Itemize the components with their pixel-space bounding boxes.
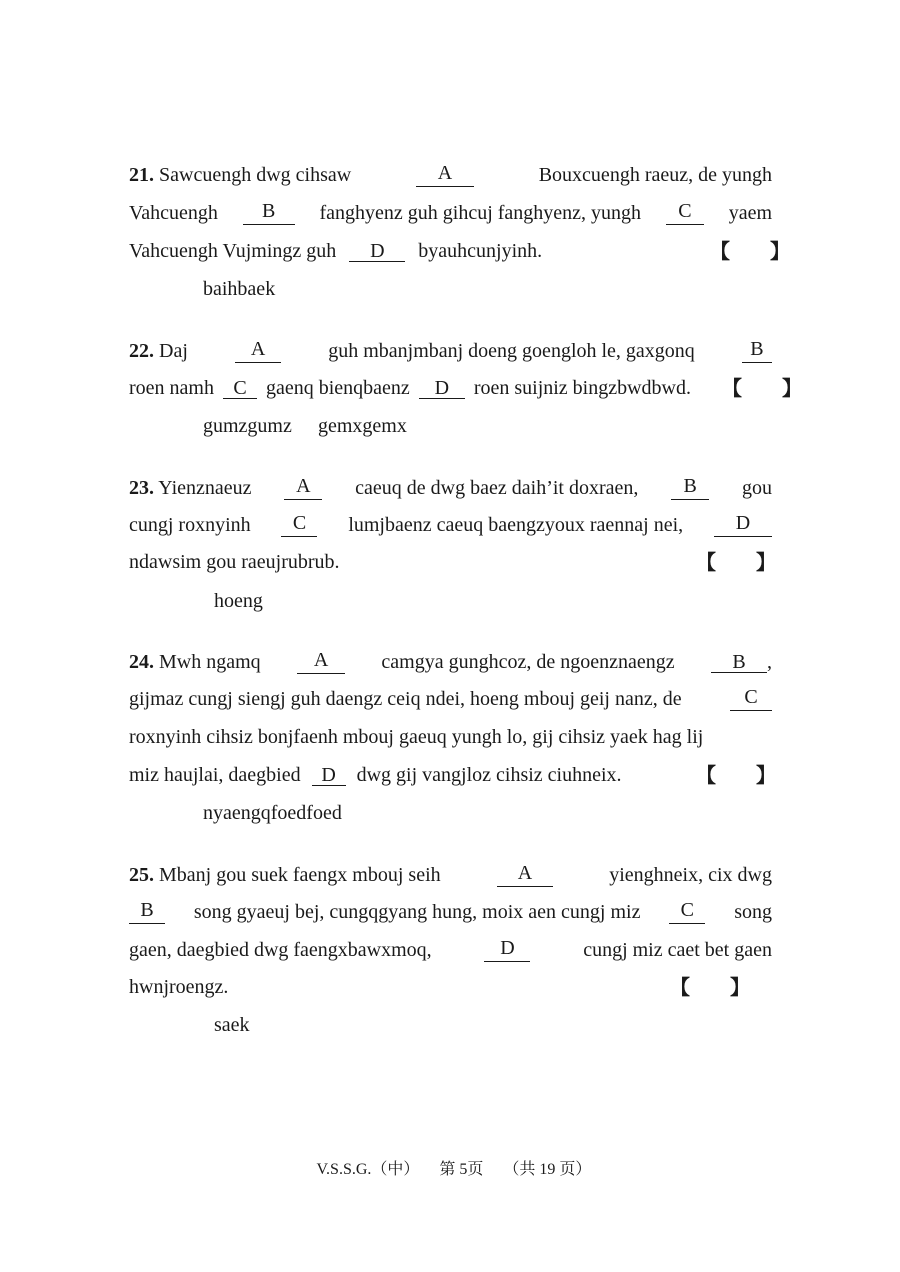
footer-total: （共 19 页）	[503, 1161, 592, 1178]
q22-line-1	[129, 339, 772, 363]
q25-blank-d[interactable]: D	[484, 938, 530, 962]
q25-text-5: gaen, daegbied dwg faengxbawxmoq,	[129, 939, 432, 961]
q23-line-3	[129, 550, 772, 574]
q24-text-1: Mwh ngamq	[159, 651, 261, 673]
q22-line-2	[129, 376, 772, 400]
q25-answer-bracket[interactable]: 【 】	[670, 975, 750, 999]
q22-blank-b[interactable]: B	[742, 339, 772, 363]
q21-text-6: Vahcuengh Vujmingz guh	[129, 240, 337, 262]
q25-line-2	[129, 900, 772, 924]
q25-text-4: song	[734, 901, 772, 923]
q22-text-2: guh mbanjmbanj doeng goengloh le, gaxgonq	[328, 340, 695, 362]
q25-blank-c[interactable]: C	[669, 900, 705, 924]
q21-text-4: fanghyenz guh gihcuj fanghyenz, yungh	[319, 202, 642, 224]
q24-word: nyaengqfoedfoed	[203, 802, 342, 824]
q23-blank-a[interactable]: A	[284, 476, 322, 500]
q21-text-7: byauhcunjyinh.	[418, 240, 543, 262]
q22-text-1: Daj	[159, 340, 188, 362]
q22-blank-c[interactable]: C	[223, 378, 257, 399]
q24-blank-b[interactable]: B	[711, 652, 767, 673]
q24-text-6: miz haujlai, daegbied	[129, 764, 301, 786]
q24-line-3	[129, 725, 772, 749]
q24-text-4: gijmaz cungj siengj guh daengz ceiq ndei, hoeng mbouj geij nanz, de	[129, 688, 682, 710]
q23-line-2	[129, 513, 772, 537]
q23-blank-d[interactable]: D	[714, 513, 772, 537]
q23-text-3: gou	[742, 477, 772, 499]
q21-text-1: Sawcuengh dwg cihsaw	[159, 164, 352, 186]
q22-answer-bracket[interactable]: 【 】	[722, 376, 802, 400]
q21-number: 21.	[129, 164, 154, 186]
q22-text-4: gaenq bienqbaenz	[265, 377, 410, 399]
q23-number: 23.	[129, 477, 154, 499]
q21-text-2: Bouxcuengh raeuz, de yungh	[538, 164, 772, 186]
q21-blank-a[interactable]: A	[416, 163, 474, 187]
q23-text-6: ndawsim gou raeujrubrub.	[129, 551, 340, 573]
q22-number: 22.	[129, 340, 154, 362]
q21-blank-d[interactable]: D	[349, 241, 405, 262]
q24-line-2	[129, 687, 772, 711]
q22-blank-d[interactable]: D	[419, 378, 465, 399]
q23-line-1	[129, 476, 772, 500]
q24-blank-d[interactable]: D	[312, 765, 346, 786]
q24-answer-bracket[interactable]: 【 】	[696, 763, 776, 787]
q23-text-2: caeuq de dwg baez daih’it doxraen,	[355, 477, 639, 499]
q22-text-3: roen namh	[129, 377, 214, 399]
q23-word: hoeng	[214, 590, 263, 612]
q24-number: 24.	[129, 651, 154, 673]
q21-text-3: Vahcuengh	[129, 202, 218, 224]
q25-line-3	[129, 938, 772, 962]
q23-text-5: lumjbaenz caeuq baengzyoux raennaj nei,	[348, 514, 684, 536]
q23-answer-bracket[interactable]: 【 】	[696, 550, 776, 574]
q21-line-1	[129, 163, 772, 187]
q25-blank-b[interactable]: B	[129, 900, 165, 924]
q24-line-4	[129, 763, 772, 787]
q25-text-1: Mbanj gou suek faengx mbouj seih	[159, 864, 441, 886]
q22-text-5: roen suijniz bingzbwdbwd.	[473, 377, 691, 399]
q21-line-3	[129, 239, 772, 263]
q21-blank-c[interactable]: C	[666, 201, 704, 225]
page-footer	[0, 1140, 900, 1180]
q21-blank-b[interactable]: B	[243, 201, 295, 225]
q24-text-7: dwg gij vangjloz cihsiz ciuhneix.	[356, 764, 622, 786]
q21-answer-bracket[interactable]: 【 】	[710, 239, 790, 263]
q21-word: baihbaek	[203, 278, 276, 300]
q25-number: 25.	[129, 864, 154, 886]
q24-text-5: roxnyinh cihsiz bonjfaenh mbouj gaeuq yungh lo, gij cihsiz yaek hag lij	[129, 726, 704, 748]
q24-blank-c[interactable]: C	[730, 687, 772, 711]
q25-text-3: song gyaeuj bej, cungqgyang hung, moix aen cungj miz	[193, 901, 641, 923]
q24-text-3: ,	[767, 651, 772, 673]
footer-code: V.S.S.G.（中）	[316, 1161, 420, 1178]
q21-line-2	[129, 201, 772, 225]
q22-word-2: gemxgemx	[318, 415, 407, 437]
q23-text-1: Yienznaeuz	[158, 477, 252, 499]
footer-page: 第 5页	[439, 1161, 484, 1178]
q25-text-7: hwnjroengz.	[129, 976, 229, 998]
q22-word-1: gumzgumz	[203, 415, 292, 437]
q24-blank-a[interactable]: A	[297, 650, 345, 674]
q25-text-2: yienghneix, cix dwg	[609, 864, 772, 886]
q23-text-4: cungj roxnyinh	[129, 514, 251, 536]
q24-text-2: camgya gunghcoz, de ngoenznaengz	[381, 651, 675, 673]
q24-line-1	[129, 650, 772, 674]
q23-blank-b[interactable]: B	[671, 476, 709, 500]
q25-word: saek	[214, 1014, 250, 1036]
q21-text-5: yaem	[728, 202, 772, 224]
q25-line-1	[129, 863, 772, 887]
q23-blank-c[interactable]: C	[281, 513, 317, 537]
q25-text-6: cungj miz caet bet gaen	[583, 939, 772, 961]
q25-blank-a[interactable]: A	[497, 863, 553, 887]
q22-blank-a[interactable]: A	[235, 339, 281, 363]
